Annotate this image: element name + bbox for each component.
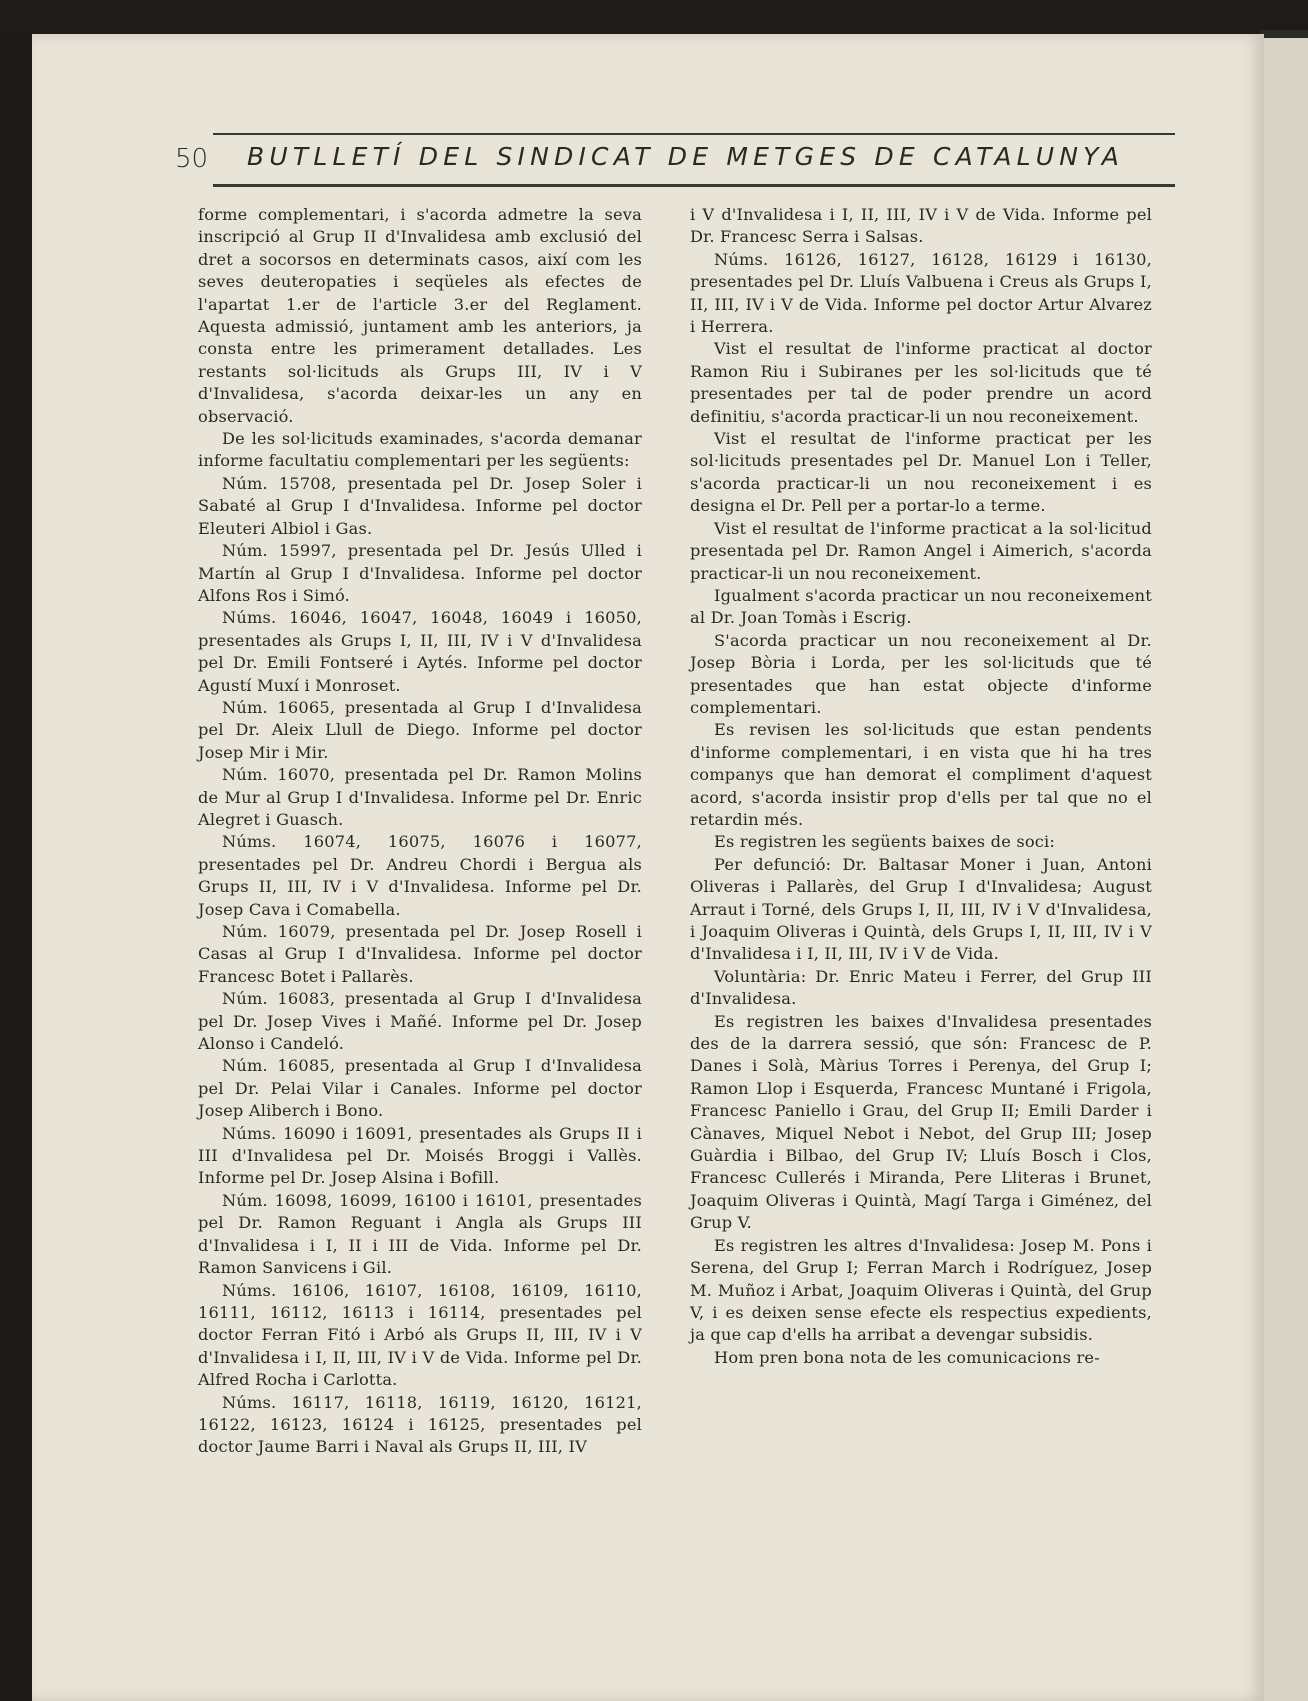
paragraph: Núms. 16117, 16118, 16119, 16120, 16121, 16122, 16123, 16124 i 16125, presentades pel doctor Jaume Barri i Naval als Grups II, III, IV — [198, 1392, 642, 1457]
paragraph: Núm. 16079, presentada pel Dr. Josep Rosell i Casas al Grup I d'Invalidesa. Informe pel doctor Francesc Botet i Pallarès. — [198, 922, 642, 986]
paragraph: Igualment s'acorda practicar un nou reconeixement al Dr. Joan Tomàs i Escrig. — [690, 585, 1152, 628]
paragraph: Es registren les altres d'Invalidesa: Josep M. Pons i Serena, del Grup I; Ferran March i Rodríguez, Josep M. Muñoz i Arbat, Joaquim Oliveras i Quintà, del Grup V, i es deixen sense efecte els respectius expedients, ja que cap d'ells ha arribat a devengar subsidis. — [690, 1235, 1152, 1345]
paragraph: forme complementari, i s'acorda admetre la seva inscripció al Grup II d'Invalidesa amb exclusió del dret a socorsos en determinats casos, així com les seves deuteropaties i seqüeles als efectes de l'apartat 1.er de l'article 3.er del Reglament. Aquesta admissió, juntament amb les anteriors, ja consta entre les primerament detallades. Les restants sol·licituds als Grups III, IV i V d'Invalidesa, s'acorda deixar-les un any en observació. — [198, 205, 642, 426]
paragraph: Hom pren bona nota de les comunicacions re- — [714, 1347, 1100, 1367]
paragraph: Per defunció: Dr. Baltasar Moner i Juan, Antoni Oliveras i Pallarès, del Grup I d'Invalidesa; August Arraut i Torné, dels Grups I, II, III, IV i V d'Invalidesa, i Joaquim Oliveras i Quintà, dels Grups I, II, III, IV i V d'Invalidesa i I, II, III, IV i V de Vida. — [690, 854, 1152, 964]
paragraph: Núms. 16074, 16075, 16076 i 16077, presentades pel Dr. Andreu Chordi i Bergua als Grups II, III, IV i V d'Invalidesa. Informe pel Dr. Josep Cava i Comabella. — [198, 832, 642, 919]
paragraph: Núms. 16126, 16127, 16128, 16129 i 16130, presentades pel Dr. Lluís Valbuena i Creus als Grups I, II, III, IV i V de Vida. Informe pel doctor Artur Alvarez i Herrera. — [690, 249, 1152, 337]
scan-background-top — [0, 0, 1308, 34]
paragraph: Núm. 16098, 16099, 16100 i 16101, presentades pel Dr. Ramon Reguant i Angla als Grups III d'Invalidesa i I, II i III de Vida. Informe pel Dr. Ramon Sanvicens i Gil. — [198, 1190, 642, 1278]
paragraph: Vist el resultat de l'informe practicat per les sol·licituds presentades pel Dr. Manuel Lon i Teller, s'acorda practicar-li un nou reconeixement i es designa el Dr. Pell per a portar-lo a terme. — [690, 429, 1152, 516]
header-rule-bottom — [213, 184, 1175, 187]
paragraph: Núm. 16070, presentada pel Dr. Ramon Molins de Mur al Grup I d'Invalidesa. Informe pel Dr. Enric Alegret i Guasch. — [198, 765, 642, 829]
paragraph: Núms. 16090 i 16091, presentades als Grups II i III d'Invalidesa pel Dr. Moisés Broggi i Vallès. Informe pel Dr. Josep Alsina i Bofill. — [198, 1123, 642, 1188]
page-header — [175, 106, 1175, 174]
journal-title: BUTLLETÍ DEL SINDICAT DE METGES DE CATALUNYA — [247, 142, 1124, 171]
paragraph: Núms. 16046, 16047, 16048, 16049 i 16050, presentades als Grups I, II, III, IV i V d'Invalidesa pel Dr. Emili Fontseré i Aytés. Informe pel doctor Agustí Muxí i Monroset. — [198, 608, 642, 695]
paragraph: Es registren les baixes d'Invalidesa presentades des de la darrera sessió, que són: Francesc de P. Danes i Solà, Màrius Torres i Perenya, del Grup I; Ramon Llop i Esquerda, Francesc Muntané i Frigola, Francesc Paniello i Grau, del Grup II; Emili Darder i Cànaves, Miquel Nebot i Nebot, del Grup III; Josep Guàrdia i Bilbao, del Grup IV; Lluís Bosch i Clos, Francesc Cullerés i Miranda, Pere Lliteras i Brunet, Joaquim Oliveras i Quintà, Magí Targa i Giménez, del Grup V. — [690, 1011, 1152, 1233]
paragraph: Núm. 16085, presentada al Grup I d'Invalidesa pel Dr. Pelai Vilar i Canales. Informe pel doctor Josep Aliberch i Bono. — [198, 1056, 642, 1121]
paragraph: Voluntària: Dr. Enric Mateu i Ferrer, del Grup III d'Invalidesa. — [690, 966, 1152, 1009]
paragraph: Vist el resultat de l'informe practicat al doctor Ramon Riu i Subiranes per les sol·licituds que té presentades per tal de poder prendre un acord definitiu, s'acorda practicar-li un nou reconeixement. — [690, 339, 1152, 426]
next-page-edge — [1262, 38, 1308, 1701]
paragraph: Núm. 15708, presentada pel Dr. Josep Soler i Sabaté al Grup I d'Invalidesa. Informe pel doctor Eleuteri Albiol i Gas. — [198, 473, 642, 538]
paragraph: Núm. 16065, presentada al Grup I d'Invalidesa pel Dr. Aleix Llull de Diego. Informe pel doctor Josep Mir i Mir. — [198, 697, 642, 762]
paragraph: De les sol·licituds examinades, s'acorda demanar informe facultatiu complementari per les següents: — [198, 429, 642, 471]
paragraph: Es registren les següents baixes de soci: — [714, 832, 1056, 852]
paragraph: Núm. 15997, presentada pel Dr. Jesús Ulled i Martín al Grup I d'Invalidesa. Informe pel doctor Alfons Ros i Simó. — [198, 541, 642, 605]
paragraph: S'acorda practicar un nou reconeixement al Dr. Josep Bòria i Lorda, per les sol·licituds que té presentades que han estat objecte d'informe complementari. — [690, 630, 1152, 717]
paragraph: Vist el resultat de l'informe practicat a la sol·licitud presentada pel Dr. Ramon Angel i Aimerich, s'acorda practicar-li un nou reconeixement. — [690, 518, 1152, 583]
header-rule-top — [213, 133, 1175, 135]
paragraph: i V d'Invalidesa i I, II, III, IV i V de Vida. Informe pel Dr. Francesc Serra i Salsas. — [690, 205, 1152, 247]
page-number: 50 — [175, 144, 209, 174]
right-column — [690, 204, 1152, 1369]
paragraph: Es revisen les sol·licituds que estan pendents d'informe complementari, i en vista que hi ha tres companys que han demorat el compliment d'aquest acord, s'acorda insistir prop d'ells per tal que no el retardin més. — [690, 720, 1152, 829]
paragraph: Núms. 16106, 16107, 16108, 16109, 16110, 16111, 16112, 16113 i 16114, presentades pel doctor Ferran Fitó i Arbó als Grups II, III, IV i V d'Invalidesa i I, II, III, IV i V de Vida. Informe pel Dr. Alfred Rocha i Carlotta. — [198, 1280, 642, 1390]
left-column — [198, 204, 642, 1459]
paragraph: Núm. 16083, presentada al Grup I d'Invalidesa pel Dr. Josep Vives i Mañé. Informe pel Dr. Josep Alonso i Candeló. — [198, 989, 642, 1054]
